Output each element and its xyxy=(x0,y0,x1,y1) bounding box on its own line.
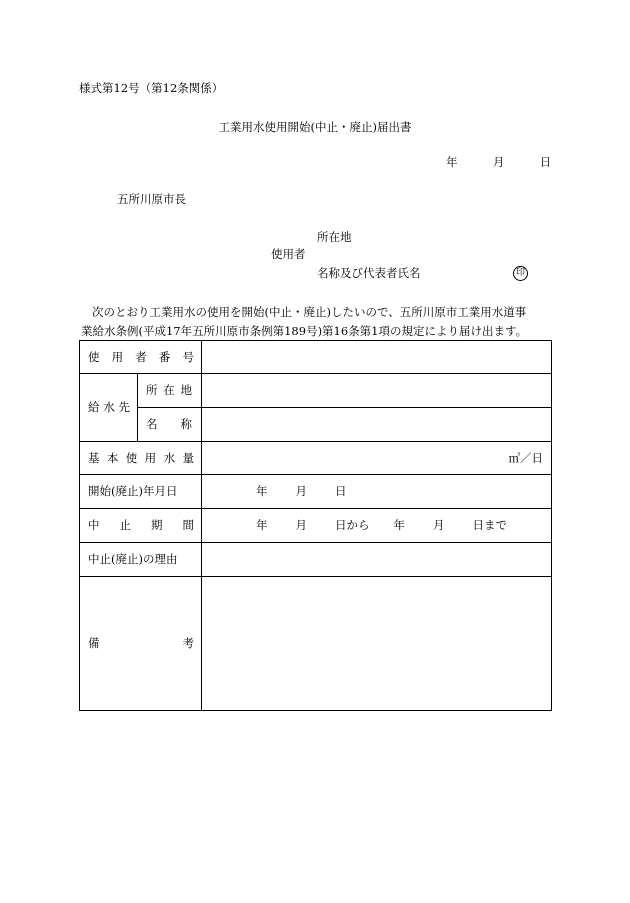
form-number: 様式第12号（第12条関係） xyxy=(79,81,224,95)
remarks-label: 備 考 xyxy=(80,577,202,711)
table-row xyxy=(80,341,552,374)
volume-unit: ㎥／日 xyxy=(508,450,543,465)
seal-icon: 印 xyxy=(513,266,528,281)
date-line xyxy=(446,157,551,169)
body-line-2: 業給水条例(平成17年五所川原市条例第189号)第16条第1項の規定により届け出ます。 xyxy=(81,324,528,338)
reason-value[interactable] xyxy=(202,543,552,577)
applicant-group-label: 使用者 xyxy=(271,247,306,261)
date-year: 年 xyxy=(446,155,458,169)
name-label: 名 称 xyxy=(138,408,202,442)
body-line-1: 次のとおり工業用水の使用を開始(中止・廃止)したいので、五所川原市工業用水道事 xyxy=(92,305,527,319)
suspension-period-value[interactable]: 年 月 日から 年 月 日まで xyxy=(202,509,552,543)
table-row xyxy=(80,509,552,543)
body-paragraph xyxy=(79,303,553,341)
supply-destination-label: 給 水 先 xyxy=(80,374,138,442)
table-row xyxy=(80,577,552,711)
base-volume-value[interactable] xyxy=(202,442,552,475)
applicant-address-label: 所在地 xyxy=(317,230,352,244)
date-month: 月 xyxy=(492,155,505,169)
table-row xyxy=(80,442,552,475)
name-value[interactable] xyxy=(202,408,552,442)
notification-table xyxy=(79,340,552,711)
location-label: 所 在 地 xyxy=(138,374,202,408)
reason-label: 中止(廃止)の理由 xyxy=(80,543,202,577)
date-day: 日 xyxy=(539,155,552,169)
table-row xyxy=(80,408,552,442)
location-value[interactable] xyxy=(202,374,552,408)
page-title: 工業用水使用開始(中止・廃止)届出書 xyxy=(218,120,412,134)
start-date-label: 開始(廃止)年月日 xyxy=(80,475,202,509)
table-row xyxy=(80,374,552,408)
start-date-value[interactable]: 年 月 日 xyxy=(202,475,552,509)
table-row xyxy=(80,475,552,509)
user-number-value[interactable] xyxy=(202,341,552,374)
table-row xyxy=(80,543,552,577)
remarks-value[interactable] xyxy=(202,577,552,711)
user-number-label: 使 用 者 番 号 xyxy=(80,341,202,374)
addressee: 五所川原市長 xyxy=(117,192,186,206)
applicant-name-label: 名称及び代表者氏名 xyxy=(317,266,421,280)
seal-mark xyxy=(513,266,528,281)
base-volume-label: 基 本 使 用 水 量 xyxy=(80,442,202,475)
suspension-period-label: 中 止 期 間 xyxy=(80,509,202,543)
